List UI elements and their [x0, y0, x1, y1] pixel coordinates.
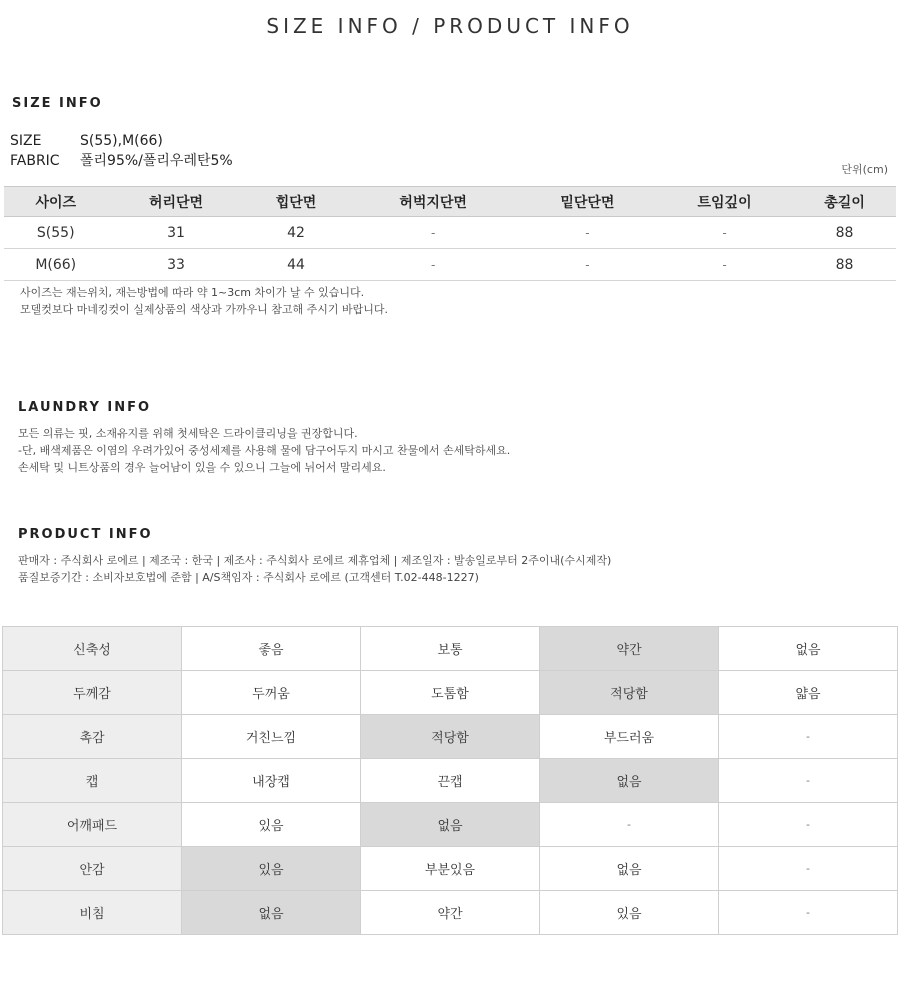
- product-note-line: 품질보증기간 : 소비자보호법에 준함 | A/S책임자 : 주식회사 로에르 (고객센터 T.02-448-1227): [18, 571, 479, 584]
- laundry-note-line: 모든 의류는 핏, 소재유지를 위해 첫세탁은 드라이클리닝을 권장합니다.: [18, 427, 358, 440]
- page-title: SIZE INFO / PRODUCT INFO: [266, 14, 634, 38]
- size-header-cell: 허리단면: [107, 187, 244, 217]
- fabric-option-cell: 있음: [540, 891, 719, 935]
- size-cell: 33: [107, 249, 244, 281]
- spec-fabric-key: FABRIC: [10, 153, 60, 169]
- fabric-row: [3, 715, 898, 759]
- fabric-attributes-table: [2, 626, 898, 935]
- fabric-option-cell: 좋음: [182, 627, 361, 671]
- fabric-option-cell: 없음: [182, 891, 361, 935]
- fabric-row-label: 비침: [3, 891, 182, 935]
- fabric-row-label: 촉감: [3, 715, 182, 759]
- fabric-row-label: 캡: [3, 759, 182, 803]
- spec-size-row: [10, 133, 163, 149]
- fabric-option-cell: 없음: [719, 627, 898, 671]
- size-note-line: 모델컷보다 마네킹컷이 실제상품의 색상과 가까우니 참고해 주시기 바랍니다.: [20, 303, 389, 316]
- size-table-row: [4, 217, 896, 249]
- fabric-option-cell: 적당함: [540, 671, 719, 715]
- size-cell: 31: [107, 217, 244, 249]
- laundry-notes: [18, 425, 510, 476]
- fabric-row-label: 신축성: [3, 627, 182, 671]
- fabric-row-label: 두께감: [3, 671, 182, 715]
- size-cell: -: [656, 217, 793, 249]
- size-header-cell: 밑단단면: [519, 187, 656, 217]
- fabric-row-label: 안감: [3, 847, 182, 891]
- size-cell: M(66): [4, 249, 107, 281]
- fabric-option-cell: 거친느낌: [182, 715, 361, 759]
- fabric-row: [3, 759, 898, 803]
- fabric-option-cell: 약간: [540, 627, 719, 671]
- size-table-header-row: [4, 187, 896, 217]
- size-cell: -: [519, 249, 656, 281]
- product-note-line: 판매자 : 주식회사 로에르 | 제조국 : 한국 | 제조사 : 주식회사 로에르 제휴업체 | 제조일자 : 발송일로부터 2주이내(수시제작): [18, 554, 612, 567]
- size-cell: 42: [245, 217, 348, 249]
- fabric-option-cell: -: [540, 803, 719, 847]
- size-cell: -: [347, 217, 518, 249]
- product-info-heading: PRODUCT INFO: [18, 527, 153, 542]
- fabric-option-cell: 보통: [361, 627, 540, 671]
- size-header-cell: 힙단면: [245, 187, 348, 217]
- size-cell: S(55): [4, 217, 107, 249]
- unit-label: 단위(cm): [841, 163, 888, 176]
- size-cell: 44: [245, 249, 348, 281]
- size-notes: [20, 284, 388, 318]
- fabric-row: [3, 803, 898, 847]
- spec-size-key: SIZE: [10, 133, 42, 149]
- fabric-option-cell: 부분있음: [361, 847, 540, 891]
- fabric-option-cell: 없음: [540, 759, 719, 803]
- fabric-option-cell: 두꺼움: [182, 671, 361, 715]
- size-header-cell: 총길이: [793, 187, 896, 217]
- fabric-option-cell: 도톰함: [361, 671, 540, 715]
- fabric-option-cell: 있음: [182, 803, 361, 847]
- fabric-option-cell: -: [719, 759, 898, 803]
- fabric-row: [3, 847, 898, 891]
- fabric-option-cell: -: [719, 891, 898, 935]
- fabric-option-cell: 끈캡: [361, 759, 540, 803]
- product-notes: [18, 552, 611, 586]
- fabric-row: [3, 627, 898, 671]
- size-header-cell: 트임깊이: [656, 187, 793, 217]
- fabric-option-cell: 적당함: [361, 715, 540, 759]
- fabric-row: [3, 891, 898, 935]
- size-info-heading: SIZE INFO: [12, 96, 103, 111]
- size-note-line: 사이즈는 재는위치, 재는방법에 따라 약 1~3cm 차이가 날 수 있습니다.: [20, 286, 365, 299]
- fabric-option-cell: 없음: [540, 847, 719, 891]
- fabric-option-cell: -: [719, 715, 898, 759]
- size-cell: -: [519, 217, 656, 249]
- fabric-option-cell: 얇음: [719, 671, 898, 715]
- fabric-option-cell: 부드러움: [540, 715, 719, 759]
- fabric-option-cell: -: [719, 803, 898, 847]
- size-cell: -: [347, 249, 518, 281]
- spec-fabric-row: [10, 150, 233, 170]
- laundry-info-heading: LAUNDRY INFO: [18, 400, 152, 415]
- size-cell: 88: [793, 249, 896, 281]
- size-cell: -: [656, 249, 793, 281]
- fabric-row: [3, 671, 898, 715]
- size-table-row: [4, 249, 896, 281]
- size-header-cell: 사이즈: [4, 187, 107, 217]
- fabric-option-cell: -: [719, 847, 898, 891]
- size-cell: 88: [793, 217, 896, 249]
- fabric-option-cell: 내장캡: [182, 759, 361, 803]
- spec-size-value: S(55),M(66): [80, 133, 163, 149]
- laundry-note-line: -단, 배색제품은 이염의 우려가있어 중성세제를 사용해 물에 담구어두지 마시고 찬물에서 손세탁하세요.: [18, 444, 511, 457]
- size-header-cell: 허벅지단면: [347, 187, 518, 217]
- laundry-note-line: 손세탁 및 니트상품의 경우 늘어남이 있을 수 있으니 그늘에 뉘어서 말리세요.: [18, 461, 386, 474]
- fabric-option-cell: 있음: [182, 847, 361, 891]
- fabric-option-cell: 약간: [361, 891, 540, 935]
- spec-fabric-value: 폴리95%/폴리우레탄5%: [80, 153, 233, 169]
- fabric-option-cell: 없음: [361, 803, 540, 847]
- size-table: [4, 186, 896, 281]
- fabric-row-label: 어깨패드: [3, 803, 182, 847]
